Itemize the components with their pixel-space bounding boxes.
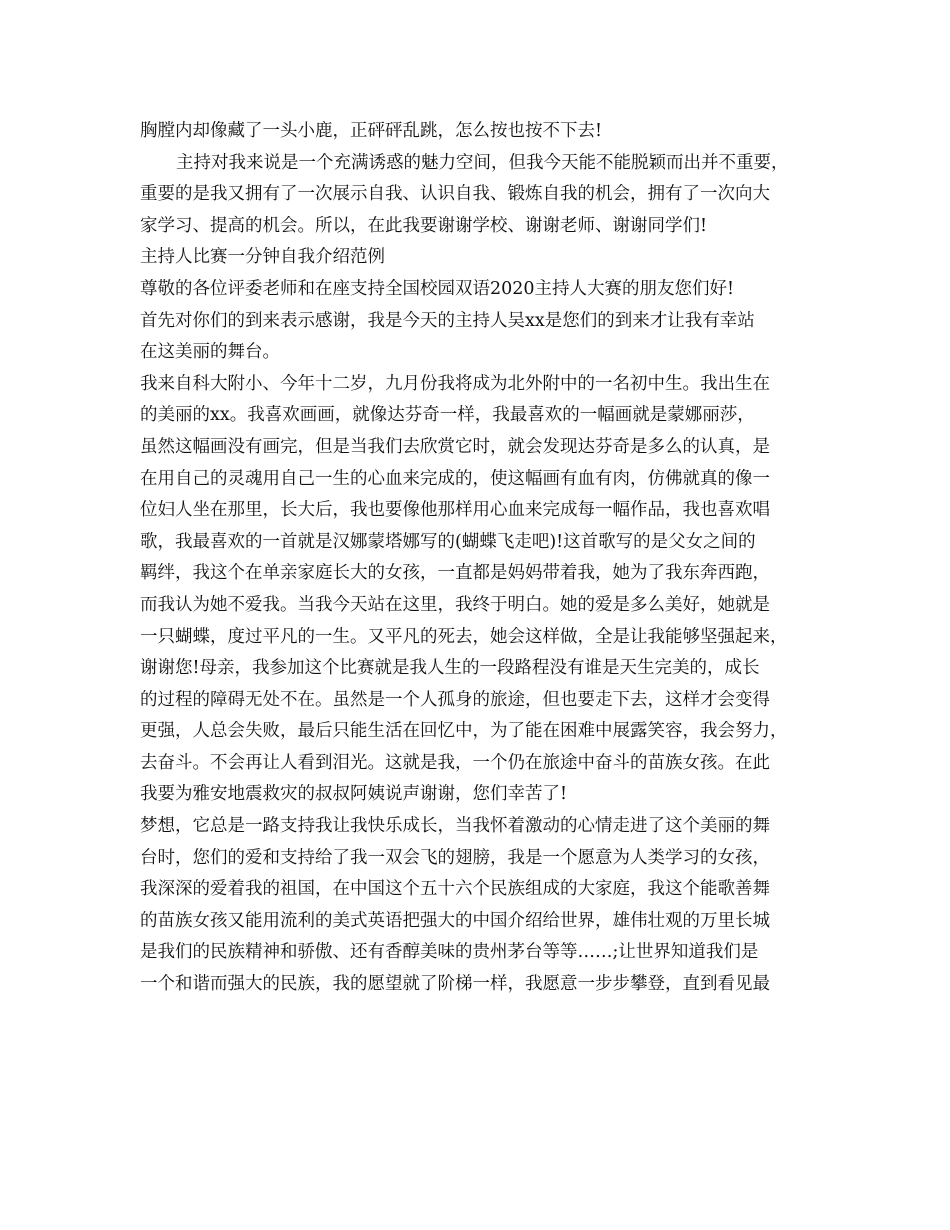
text-line: 一个和谐而强大的民族，我的愿望就了阶梯一样，我愿意一步步攀登，直到看见最: [140, 974, 770, 995]
text-line: 梦想，它总是一路支持我让我快乐成长，当我怀着激动的心情走进了这个美丽的舞: [140, 816, 770, 837]
text-line: 位妇人坐在那里，长大后，我也要像他那样用心血来完成每一幅作品，我也喜欢唱: [140, 500, 770, 521]
text-line: 在用自己的灵魂用自己一生的心血来完成的，使这幅画有血有肉，仿佛就真的像一: [140, 468, 770, 489]
text-line: 更强，人总会失败，最后只能生活在回忆中，为了能在困难中展露笑容，我会努力，: [140, 721, 788, 742]
text-line: 尊敬的各位评委老师和在座支持全国校园双语2020主持人大赛的朋友您们好!: [140, 278, 735, 299]
text-line: 台时，您们的爱和支持给了我一双会飞的翅膀，我是一个愿意为人类学习的女孩，: [140, 847, 770, 868]
text-line: 重要的是我又拥有了一次展示自我、认识自我、锻炼自我的机会，拥有了一次向大: [140, 184, 770, 205]
text-line: 胸膛内却像藏了一头小鹿，正砰砰乱跳，怎么按也按不下去!: [140, 121, 603, 141]
text-line: 一只蝴蝶，度过平凡的一生。又平凡的死去，她会这样做，全是让我能够坚强起来，: [140, 626, 788, 647]
text-line: 首先对你们的到来表示感谢，我是今天的主持人吴xx是您们的到来才让我有幸站: [140, 310, 755, 331]
text-line: 我深深的爱着我的祖国，在中国这个五十六个民族组成的大家庭，我这个能歌善舞: [140, 879, 770, 900]
text-line: 谢谢您!母亲，我参加这个比赛就是我人生的一段路程没有谁是天生完美的，成长: [140, 658, 760, 679]
text-line: 的过程的障碍无处不在。虽然是一个人孤身的旅途，但也要走下去，这样才会变得: [140, 689, 770, 710]
text-line: 主持对我来说是一个充满诱惑的魅力空间，但我今天能不能脱颖而出并不重要，: [176, 152, 789, 173]
document-body: [140, 116, 820, 1001]
text-line: 是我们的民族精神和骄傲、还有香醇美味的贵州茅台等等……;让世界知道我们是: [140, 942, 759, 963]
text-line: 歌，我最喜欢的一首就是汉娜蒙塔娜写的(蝴蝶飞走吧)!这首歌写的是父女之间的: [140, 531, 756, 552]
text-line: 的美丽的xx。我喜欢画画，就像达芬奇一样，我最喜欢的一幅画就是蒙娜丽莎，: [140, 405, 755, 426]
text-line: 去奋斗。不会再让人看到泪光。这就是我，一个仍在旅途中奋斗的苗族女孩。在此: [140, 752, 770, 773]
text-line: 虽然这幅画没有画完，但是当我们去欣赏它时，就会发现达芬奇是多么的认真，是: [140, 436, 770, 457]
text-line: 我要为雅安地震救灾的叔叔阿姨说声谢谢，您们幸苦了!: [140, 784, 568, 805]
section-heading: 主持人比赛一分钟自我介绍范例: [140, 247, 385, 268]
text-line: 我来自科大附小、今年十二岁，九月份我将成为北外附中的一名初中生。我出生在: [140, 373, 770, 394]
text-line: 在这美丽的舞台。: [140, 342, 280, 363]
text-line: 的苗族女孩又能用流利的美式英语把强大的中国介绍给世界，雄伟壮观的万里长城: [140, 910, 770, 931]
text-line: 家学习、提高的机会。所以，在此我要谢谢学校、谢谢老师、谢谢同学们!: [140, 215, 708, 236]
text-line: 羁绊，我这个在单亲家庭长大的女孩，一直都是妈妈带着我，她为了我东奔西跑，: [140, 563, 770, 584]
text-line: 而我认为她不爱我。当我今天站在这里，我终于明白。她的爱是多么美好，她就是: [140, 594, 770, 615]
